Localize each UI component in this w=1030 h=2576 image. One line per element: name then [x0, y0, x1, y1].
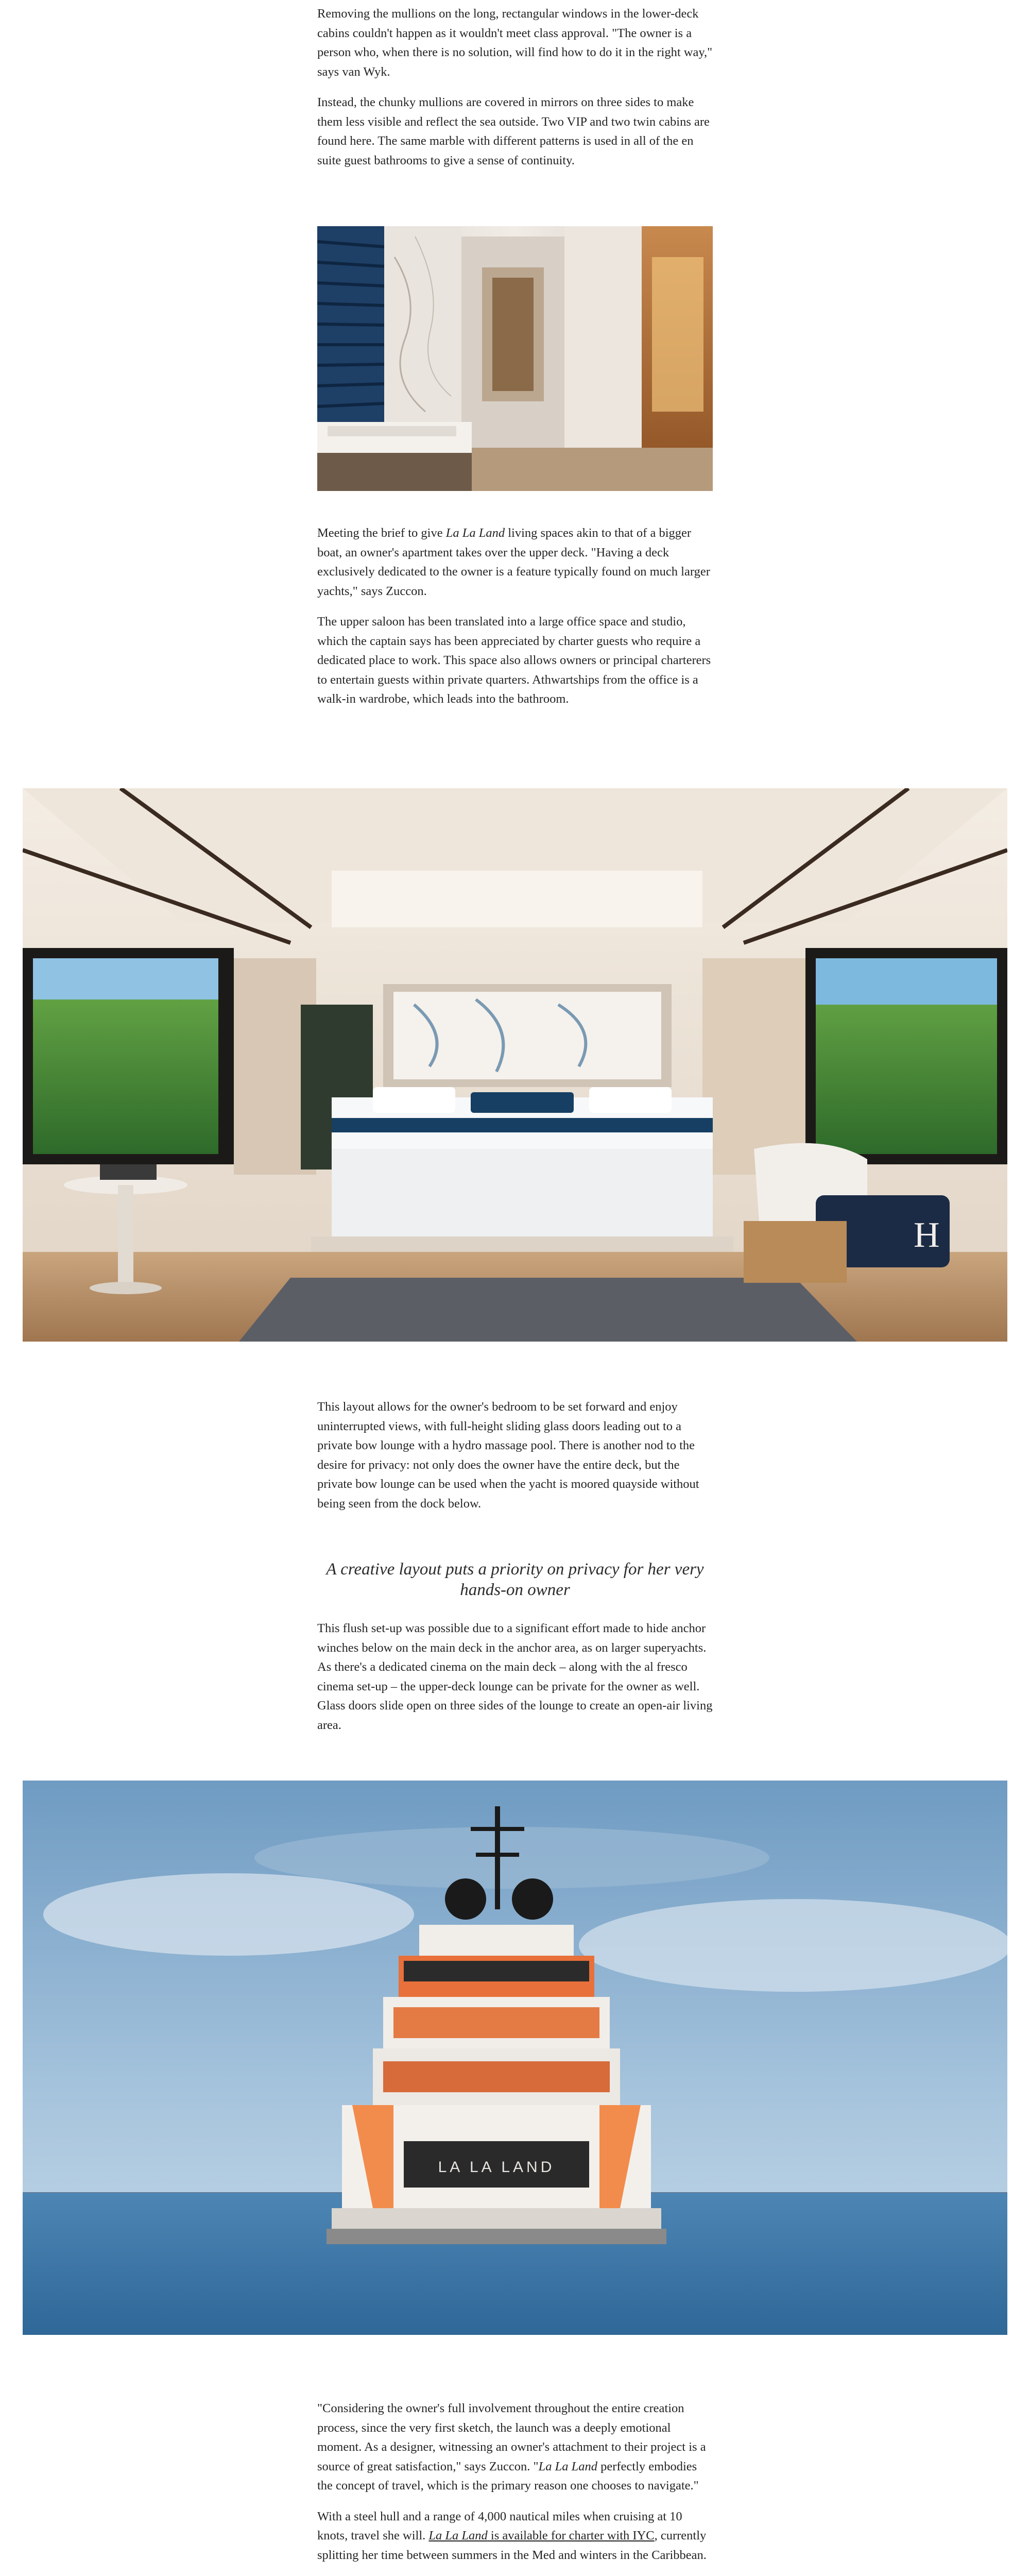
article-block-1 [317, 4, 713, 170]
owner-bedroom-photo [23, 788, 1007, 1342]
article-paragraph: This layout allows for the owner's bedroom to be set forward and enjoy uninterrupted views, with full-height sliding glass doors leading out to a private bow lounge with a hydro massage pool. There is another nod to the desire for privacy: not only does the owner have the entire deck, but the private bow lounge can be used when the yacht is moored quayside without being seen from the dock below. [317, 1400, 699, 1511]
svg-text:H: H [914, 1215, 940, 1255]
article-paragraph: Meeting the brief to give La La Land living spaces akin to that of a bigger boat, an owner's apartment takes over the upper deck. "Having a deck exclusively dedicated to the owner is a feature typically found on much larger yachts," says Zuccon. [317, 526, 710, 598]
stern-nameplate: LA LA LAND [438, 2159, 555, 2176]
article-block-4 [317, 1619, 713, 1735]
article-paragraph: With a steel hull and a range of 4,000 nautical miles when cruising at 10 knots, travel she will. La La Land is available for charter with IYC, currently splitting her time between summers in the Med and winters in the Caribbean. [317, 2509, 707, 2562]
article-block-5 [317, 2399, 713, 2576]
charter-link[interactable]: La La Land is available for charter with IYC [428, 2529, 655, 2543]
bathroom-photo [317, 226, 713, 491]
yacht-stern-photo [23, 1781, 1007, 2335]
article-paragraph: Instead, the chunky mullions are covered in mirrors on three sides to make them less visible and reflect the sea outside. Two VIP and two twin cabins are found here. The same marble with different patterns is used in all of the en suite guest bathrooms to give a sense of continuity. [317, 95, 710, 167]
pull-quote: A creative layout puts a priority on privacy for her very hands-on owner [326, 1560, 704, 1599]
article-paragraph: This flush set-up was possible due to a significant effort made to hide anchor winches below on the main deck in the anchor area, as on larger superyachts. As there's a dedicated cinema on the main deck – along with the al fresco cinema set-up – the upper-deck lounge can be private for the owner as well. Glass doors slide open on three sides of the lounge to create an open-air living area. [317, 1621, 713, 1732]
article-paragraph: "Considering the owner's full involvement throughout the entire creation process, since the very first sketch, the launch was a deeply emotional moment. As a designer, witnessing an owner's attachment to their project is a source of great satisfaction," says Zuccon. "La La Land perfectly embodies the concept of travel, which is the primary reason one chooses to navigate." [317, 2401, 706, 2493]
article-block-3 [317, 1397, 713, 1513]
article-paragraph: Removing the mullions on the long, rectangular windows in the lower-deck cabins couldn't happen as it wouldn't meet class approval. "The owner is a person who, when there is no solution, will find how to do it in the right way," says van Wyk. [317, 7, 713, 79]
article-block-2 [317, 523, 713, 709]
article-paragraph: The upper saloon has been translated into a large office space and studio, which the captain says has been appreciated by charter guests who require a dedicated place to work. This space also allows owners or principal charterers to entertain guests within private quarters. Athwartships from the office is a walk-in wardrobe, which leads into the bathroom. [317, 615, 711, 706]
